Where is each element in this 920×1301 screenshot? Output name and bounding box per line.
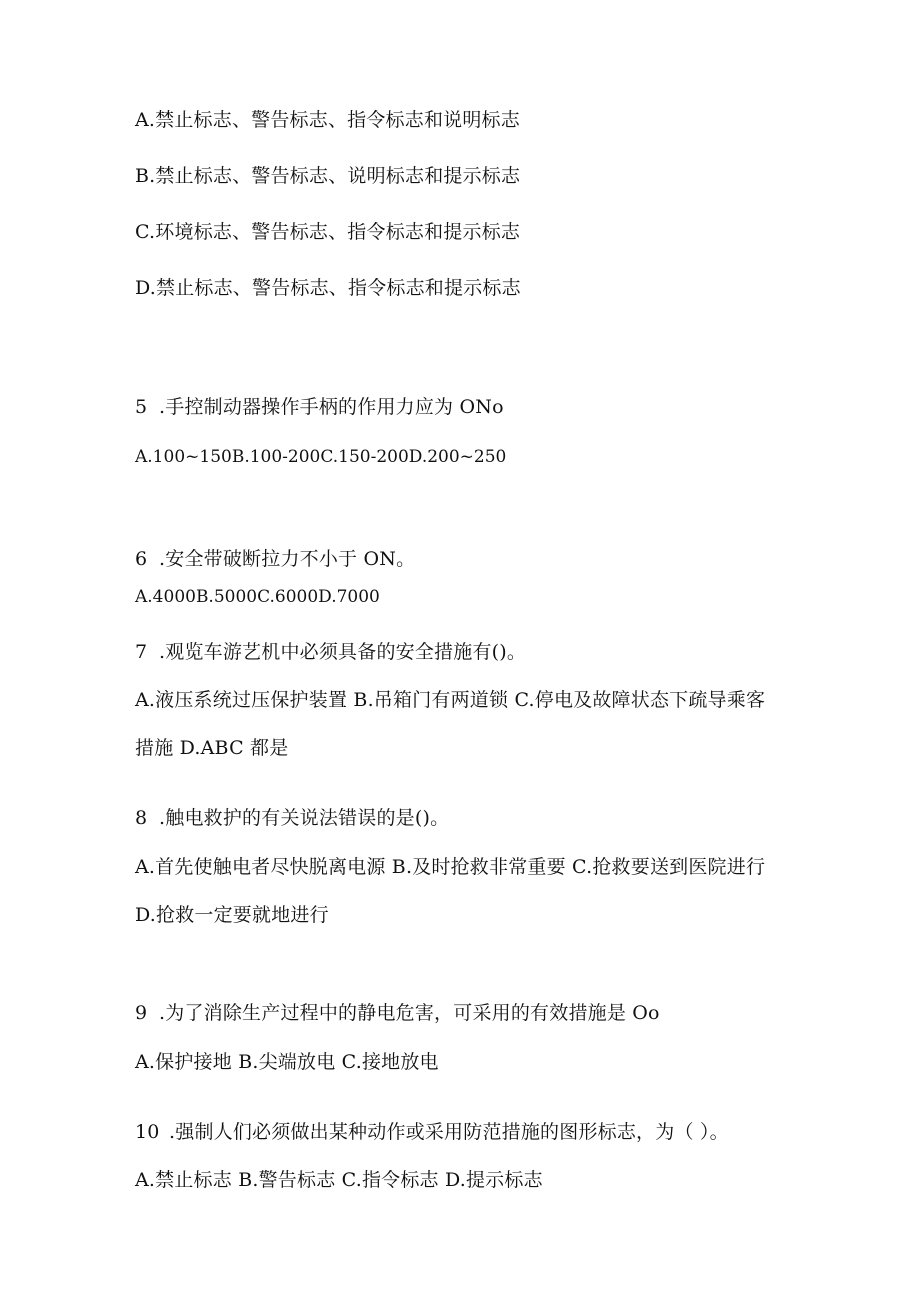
- q4-option-c: C.环境标志、警告标志、指令标志和提示标志: [135, 221, 521, 243]
- q7-number: 7: [135, 641, 148, 663]
- q8-stem: .触电救护的有关说法错误的是()。: [159, 807, 450, 829]
- q7-options-line-1: A.液压系统过压保护装置 B.吊箱门有两道锁 C.停电及故障状态下疏导乘客: [135, 689, 766, 711]
- q9-stem: .为了消除生产过程中的静电危害，可采用的有效措施是 Oo: [159, 1002, 660, 1024]
- q10-question: [135, 1119, 729, 1145]
- q9-options: A.保护接地 B.尖端放电 C.接地放电: [135, 1051, 439, 1073]
- q9-number: 9: [135, 1002, 148, 1024]
- q10-number: 10: [135, 1121, 160, 1143]
- q7-options-line-2: 措施 D.ABC 都是: [135, 737, 289, 759]
- q4-option-b: B.禁止标志、警告标志、说明标志和提示标志: [135, 165, 521, 187]
- q7-question: [135, 639, 526, 665]
- q5-stem: .手控制动器操作手柄的作用力应为 ONo: [159, 396, 504, 418]
- q6-options: A.4000B.5000C.6000D.7000: [135, 587, 380, 607]
- q7-stem: .观览车游艺机中必须具备的安全措施有()。: [159, 641, 527, 663]
- q10-options: A.禁止标志 B.警告标志 C.指令标志 D.提示标志: [135, 1169, 543, 1191]
- q8-options-line-1: A.首先使触电者尽快脱离电源 B.及时抢救非常重要 C.抢救要送到医院进行: [135, 856, 766, 878]
- q5-options: A.100~150B.100-200C.150-200D.200~250: [135, 447, 507, 467]
- q8-options-line-2: D.抢救一定要就地进行: [135, 904, 329, 926]
- q10-stem: .强制人们必须做出某种动作或采用防范措施的图形标志，为（ ）。: [169, 1121, 729, 1143]
- q6-stem: .安全带破断拉力不小于 ON。: [159, 548, 416, 570]
- q5-number: 5: [135, 396, 148, 418]
- q6-number: 6: [135, 548, 148, 570]
- q9-question: [135, 1000, 660, 1026]
- q5-question: [135, 394, 504, 420]
- q8-question: [135, 805, 449, 831]
- q8-number: 8: [135, 807, 148, 829]
- q4-option-d: D.禁止标志、警告标志、指令标志和提示标志: [135, 277, 521, 299]
- q6-question: [135, 546, 415, 572]
- q4-option-a: A.禁止标志、警告标志、指令标志和说明标志: [135, 109, 520, 131]
